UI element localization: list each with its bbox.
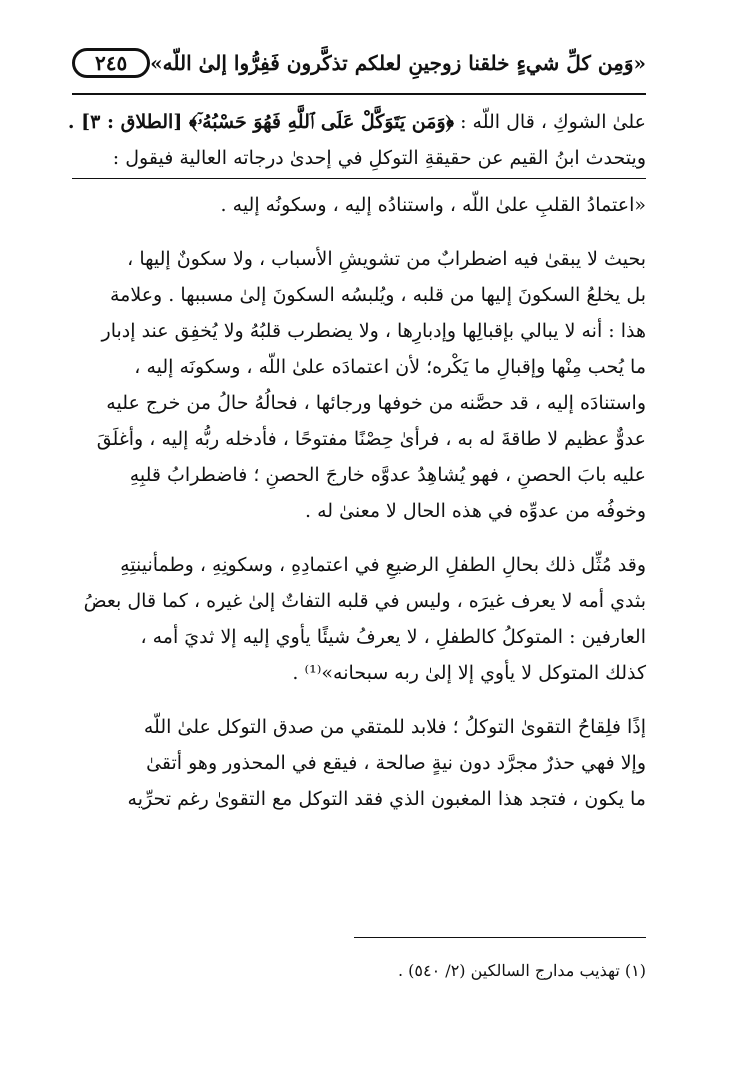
paragraph-line: بثدي أمه لا يعرف غيرَه ، وليس في قلبه التفاتٌ إلىٰ غيره ، كما قال بعضُ [83,590,646,612]
paragraph-gap [72,529,646,547]
paragraph-line: العارفين : المتوكلُ كالطفلِ ، لا يعرفُ شيئًا يأوي إليه إلا ثديَ أمه ، [140,626,646,648]
paragraph-line: كذلك المتوكل لا يأوي إلا إلىٰ ربه سبحانه»⁽¹⁾ . [292,662,646,684]
paragraph-line: ما يُحب مِنْها وإقبالِ ما يَكْره؛ لأن اعتمادَه علىٰ اللّه ، وسكونَه إليه ، [134,356,646,378]
footnote-divider [354,937,646,938]
footnote: (١) تهذيب مدارج السالكين (٢/ ٥٤٠) . [398,961,646,980]
paragraph-line: بحيث لا يبقىٰ فيه اضطرابٌ من تشويشِ الأسباب ، ولا سكونٌ إليها ، [127,248,646,270]
paragraph-gap [72,691,646,709]
paragraph-line: إذًا فلِقاحُ التقوىٰ التوكلُ ؛ فلابد للمتقي من صدق التوكل علىٰ اللّه [143,716,646,738]
running-header [72,44,646,82]
paragraph-line: بل يخلعُ السكونَ إليها من قلبه ، ويُلبسُه السكونَ إلىٰ مسببها . وعلامة [110,284,646,306]
body-line: ويتحدث ابنُ القيم عن حقيقةِ التوكلِ في إحدىٰ درجاته العالية فيقول : [112,147,646,169]
page-number: ٢٤٥ [72,48,150,78]
header-divider [72,93,646,95]
quran-verse: ﴿وَمَن يَتَوَكَّلْ عَلَى ٱللَّهِ فَهُوَ حَسْبُهُۥٓ﴾ [188,111,455,133]
paragraph-line: وخوفُه من عدوِّه في هذه الحال لا معنىٰ له . [305,500,646,522]
paragraph-line: عليه بابَ الحصنِ ، فهو يُشاهِدُ عدوَّه خارجَ الحصنِ ؛ فاضطرابُ قلبِهِ [129,464,646,486]
body-text [67,104,646,817]
quote-divider [72,178,646,179]
quote-line: «اعتمادُ القلبِ علىٰ اللّه ، واستنادُه إليه ، وسكونُه إليه . [220,194,646,216]
paragraph-line: عدوٌّ عظيم لا طاقةَ له به ، فرأىٰ حِصْنًا مفتوحًا ، فأدخله ربُّه إليه ، وأغلَقَ [96,428,646,450]
verse-reference: [الطلاق : ٣] . [67,111,189,133]
paragraph-line: ما يكون ، فتجد هذا المغبون الذي فقد التوكل مع التقوىٰ رغم تحرِّيه [127,788,646,810]
paragraph-line: واستنادَه إليه ، قد حصَّنه من خوفها ورجائها ، فحالُهُ حالُ من خرج عليه [106,392,646,414]
body-line [67,104,646,140]
header-title: «وَمِن كلِّ شيءٍ خلقنا زوجينِ لعلكم تذكَّرون فَفِرُّوا إلىٰ اللّه» [150,51,646,75]
body-text-span: علىٰ الشوكِ ، قال اللّه : [454,111,646,133]
paragraph-gap [72,223,646,241]
paragraph-line: وقد مُثِّل ذلك بحالِ الطفلِ الرضيعِ في اعتمادِهِ ، وسكونِهِ ، وطمأنينتِهِ [120,554,646,576]
paragraph-line: وإلا فهي حذرٌ مجرَّد دون نيةٍ صالحة ، فيقع في المحذور وهو أتقىٰ [146,752,646,774]
paragraph-line: هذا : أنه لا يبالي بإقبالِها وإدبارِها ، ولا يضطرب قلبُهُ ولا يُخفِق عند إدبار [101,320,646,342]
